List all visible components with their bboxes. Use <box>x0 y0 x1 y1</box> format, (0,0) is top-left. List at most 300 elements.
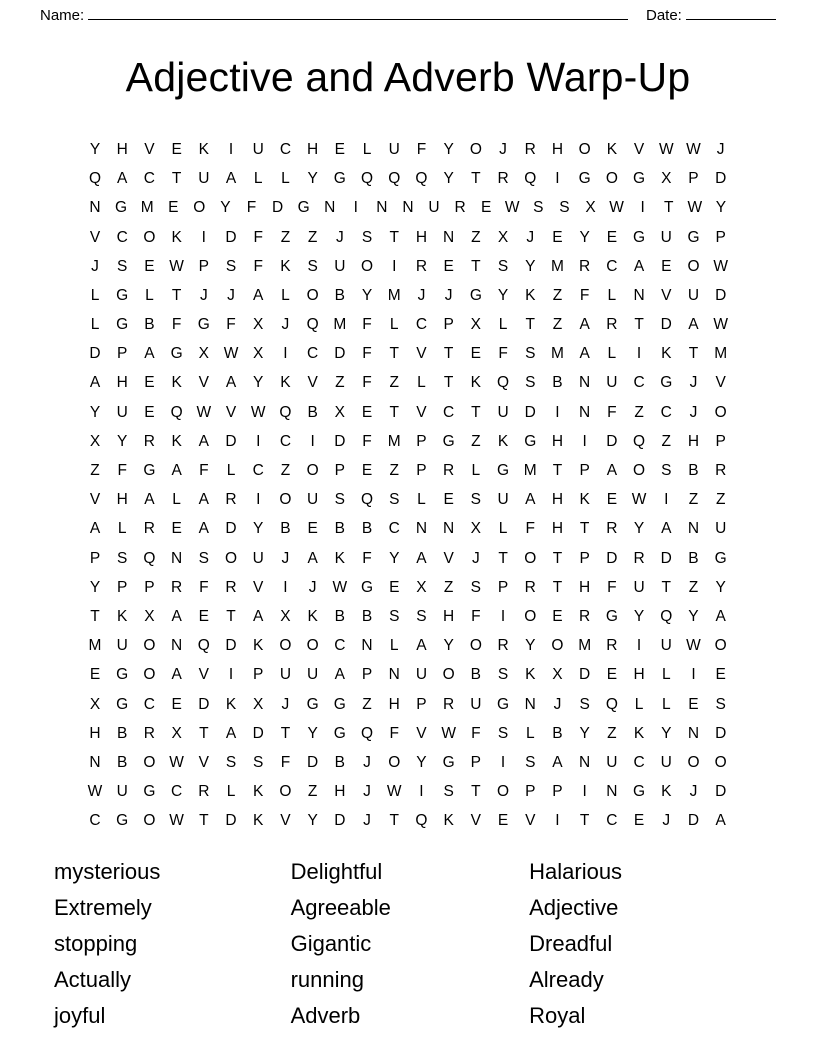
grid-cell[interactable]: M <box>333 316 347 334</box>
grid-cell[interactable]: C <box>443 403 455 421</box>
grid-cell[interactable]: A <box>579 316 590 334</box>
grid-cell[interactable]: A <box>171 607 182 625</box>
grid-cell[interactable]: G <box>469 286 482 304</box>
grid-cell[interactable]: F <box>199 462 209 480</box>
grid-cell[interactable]: D <box>606 432 618 450</box>
grid-cell[interactable]: U <box>388 140 400 158</box>
grid-cell[interactable]: F <box>362 374 372 392</box>
grid-cell[interactable]: E <box>443 491 454 509</box>
grid-cell[interactable]: O <box>306 637 319 655</box>
grid-cell[interactable]: I <box>636 637 642 655</box>
grid-cell[interactable]: N <box>388 666 400 684</box>
grid-cell[interactable]: F <box>525 520 535 538</box>
grid-cell[interactable]: J <box>499 140 507 158</box>
grid-cell[interactable]: X <box>198 345 209 363</box>
grid-cell[interactable]: B <box>117 753 128 771</box>
grid-cell[interactable]: J <box>363 812 371 830</box>
grid-cell[interactable]: E <box>361 403 373 421</box>
grid-cell[interactable]: Y <box>89 140 101 158</box>
grid-cell[interactable]: J <box>199 286 208 304</box>
grid-cell[interactable]: Y <box>117 432 128 450</box>
grid-cell[interactable]: J <box>417 286 426 304</box>
grid-cell[interactable]: Q <box>279 403 292 421</box>
grid-cell[interactable]: V <box>416 403 427 421</box>
grid-cell[interactable]: R <box>579 257 591 275</box>
grid-cell[interactable]: E <box>481 199 492 217</box>
grid-cell[interactable]: K <box>198 140 209 158</box>
grid-cell[interactable]: W <box>687 199 703 217</box>
grid-cell[interactable]: D <box>715 724 727 742</box>
grid-cell[interactable]: H <box>551 491 564 509</box>
grid-cell[interactable]: N <box>376 199 388 217</box>
grid-cell[interactable]: W <box>87 783 103 801</box>
grid-cell[interactable]: W <box>169 753 184 771</box>
grid-cell[interactable]: P <box>552 783 563 801</box>
grid-cell[interactable]: K <box>334 549 345 567</box>
grid-cell[interactable]: X <box>253 695 264 713</box>
grid-cell[interactable]: Y <box>416 753 427 771</box>
grid-cell[interactable]: R <box>143 724 155 742</box>
grid-cell[interactable]: P <box>715 228 726 246</box>
grid-cell[interactable]: Y <box>688 607 699 625</box>
grid-cell[interactable]: T <box>171 170 182 188</box>
grid-cell[interactable]: U <box>116 783 128 801</box>
grid-cell[interactable]: G <box>116 316 129 334</box>
grid-cell[interactable]: V <box>280 812 291 830</box>
grid-cell[interactable]: O <box>469 637 482 655</box>
grid-cell[interactable]: Q <box>361 491 374 509</box>
grid-cell[interactable]: U <box>660 637 672 655</box>
grid-cell[interactable]: U <box>687 286 700 304</box>
grid-cell[interactable]: S <box>525 374 536 392</box>
grid-cell[interactable]: N <box>524 695 536 713</box>
grid-cell[interactable]: B <box>307 403 318 421</box>
grid-cell[interactable]: Y <box>389 549 400 567</box>
grid-cell[interactable]: L <box>117 520 127 538</box>
grid-cell[interactable]: Z <box>607 724 617 742</box>
grid-cell[interactable]: D <box>225 637 237 655</box>
grid-cell[interactable]: S <box>533 199 544 217</box>
grid-cell[interactable]: U <box>415 666 428 684</box>
grid-cell[interactable]: L <box>253 170 263 188</box>
grid-cell[interactable]: D <box>687 812 700 830</box>
grid-cell[interactable]: O <box>497 783 510 801</box>
grid-cell[interactable]: Y <box>633 607 645 625</box>
grid-cell[interactable]: T <box>471 170 481 188</box>
grid-cell[interactable]: U <box>606 374 618 392</box>
grid-cell[interactable]: R <box>443 462 455 480</box>
grid-cell[interactable]: K <box>525 286 536 304</box>
grid-cell[interactable]: X <box>585 199 596 217</box>
grid-cell[interactable]: W <box>332 578 348 596</box>
grid-cell[interactable]: R <box>497 170 509 188</box>
grid-cell[interactable]: L <box>145 286 154 304</box>
grid-cell[interactable]: I <box>256 491 261 509</box>
grid-cell[interactable]: Y <box>307 170 318 188</box>
grid-cell[interactable]: S <box>525 753 536 771</box>
grid-cell[interactable]: Y <box>307 812 318 830</box>
grid-cell[interactable]: C <box>143 170 155 188</box>
grid-cell[interactable]: Z <box>552 316 563 334</box>
grid-cell[interactable]: K <box>171 228 182 246</box>
grid-cell[interactable]: C <box>633 374 645 392</box>
grid-cell[interactable]: H <box>687 432 700 450</box>
grid-cell[interactable]: Z <box>715 491 726 509</box>
grid-cell[interactable]: P <box>89 549 101 567</box>
grid-cell[interactable]: C <box>660 403 672 421</box>
grid-cell[interactable]: G <box>524 432 537 450</box>
grid-cell[interactable]: O <box>687 257 700 275</box>
grid-cell[interactable]: O <box>714 403 727 421</box>
grid-cell[interactable]: E <box>688 695 699 713</box>
grid-cell[interactable]: Q <box>605 695 618 713</box>
grid-cell[interactable]: O <box>388 753 401 771</box>
grid-cell[interactable]: U <box>497 403 509 421</box>
grid-cell[interactable]: A <box>606 462 618 480</box>
grid-cell[interactable]: H <box>116 140 128 158</box>
grid-cell[interactable]: T <box>199 724 209 742</box>
grid-cell[interactable]: F <box>246 199 257 217</box>
grid-cell[interactable]: M <box>387 432 401 450</box>
word-list-item[interactable]: Adverb <box>290 1002 361 1028</box>
grid-cell[interactable]: R <box>415 257 428 275</box>
grid-cell[interactable]: A <box>416 637 427 655</box>
grid-cell[interactable]: T <box>171 286 182 304</box>
grid-cell[interactable]: R <box>497 637 509 655</box>
grid-cell[interactable]: O <box>442 666 455 684</box>
grid-cell[interactable]: Z <box>362 695 372 713</box>
grid-cell[interactable]: E <box>334 140 345 158</box>
grid-cell[interactable]: N <box>402 199 414 217</box>
grid-cell[interactable]: A <box>198 491 209 509</box>
grid-cell[interactable]: U <box>470 695 482 713</box>
grid-cell[interactable]: W <box>386 783 402 801</box>
grid-cell[interactable]: P <box>579 462 590 480</box>
grid-cell[interactable]: I <box>555 812 560 830</box>
grid-cell[interactable]: K <box>253 637 264 655</box>
grid-cell[interactable]: H <box>334 783 346 801</box>
grid-cell[interactable]: H <box>388 695 400 713</box>
grid-cell[interactable]: B <box>552 374 563 392</box>
grid-cell[interactable]: E <box>144 403 155 421</box>
grid-cell[interactable]: O <box>524 549 537 567</box>
grid-cell[interactable]: A <box>633 257 645 275</box>
grid-cell[interactable]: B <box>470 666 482 684</box>
word-list-item[interactable]: stopping <box>54 930 138 956</box>
grid-cell[interactable]: Z <box>471 228 481 246</box>
grid-cell[interactable]: O <box>714 637 727 655</box>
grid-cell[interactable]: H <box>116 374 128 392</box>
grid-cell[interactable]: J <box>471 549 480 567</box>
grid-cell[interactable]: G <box>143 783 156 801</box>
grid-cell[interactable]: P <box>715 432 726 450</box>
word-list-item[interactable]: joyful <box>54 1002 106 1028</box>
grid-cell[interactable]: T <box>471 403 481 421</box>
grid-cell[interactable]: B <box>334 607 345 625</box>
grid-cell[interactable]: N <box>579 403 591 421</box>
grid-cell[interactable]: G <box>116 286 129 304</box>
grid-cell[interactable]: F <box>226 316 236 334</box>
grid-cell[interactable]: W <box>169 257 184 275</box>
grid-cell[interactable]: O <box>605 170 618 188</box>
grid-cell[interactable]: F <box>607 403 617 421</box>
grid-cell[interactable]: M <box>140 199 154 217</box>
grid-cell[interactable]: G <box>633 170 646 188</box>
grid-cell[interactable]: I <box>582 432 587 450</box>
grid-cell[interactable]: J <box>91 257 99 275</box>
grid-cell[interactable]: O <box>143 666 156 684</box>
grid-cell[interactable]: L <box>90 316 100 334</box>
grid-cell[interactable]: D <box>660 549 672 567</box>
grid-cell[interactable]: Q <box>143 549 156 567</box>
grid-cell[interactable]: C <box>116 228 128 246</box>
grid-cell[interactable]: H <box>307 140 319 158</box>
grid-cell[interactable]: J <box>526 228 535 246</box>
grid-cell[interactable]: K <box>470 374 482 392</box>
grid-cell[interactable]: A <box>225 170 237 188</box>
grid-cell[interactable]: Q <box>415 170 428 188</box>
grid-cell[interactable]: Y <box>443 140 454 158</box>
grid-cell[interactable]: Y <box>89 578 101 596</box>
grid-cell[interactable]: F <box>280 753 291 771</box>
grid-cell[interactable]: A <box>416 549 427 567</box>
grid-cell[interactable]: A <box>225 724 237 742</box>
grid-cell[interactable]: G <box>361 578 374 596</box>
grid-cell[interactable]: F <box>171 316 182 334</box>
grid-cell[interactable]: D <box>225 520 237 538</box>
grid-cell[interactable]: E <box>606 491 618 509</box>
grid-cell[interactable]: P <box>416 695 427 713</box>
grid-cell[interactable]: E <box>198 607 209 625</box>
grid-cell[interactable]: E <box>144 374 155 392</box>
grid-cell[interactable]: P <box>688 170 699 188</box>
grid-cell[interactable]: J <box>308 578 317 596</box>
word-list-item[interactable]: Adjective <box>529 894 619 920</box>
grid-cell[interactable]: X <box>552 666 563 684</box>
grid-cell[interactable]: Q <box>361 170 374 188</box>
grid-cell[interactable]: D <box>715 170 727 188</box>
grid-cell[interactable]: U <box>660 228 672 246</box>
grid-cell[interactable]: O <box>224 549 238 567</box>
grid-cell[interactable]: X <box>144 607 155 625</box>
grid-cell[interactable]: A <box>715 812 726 830</box>
grid-cell[interactable]: I <box>582 783 587 801</box>
grid-cell[interactable]: A <box>89 374 101 392</box>
word-list-item[interactable]: Dreadful <box>529 930 613 956</box>
grid-cell[interactable]: L <box>226 783 236 801</box>
grid-cell[interactable]: O <box>306 286 319 304</box>
grid-cell[interactable]: Q <box>388 170 401 188</box>
grid-cell[interactable]: P <box>443 316 454 334</box>
grid-cell[interactable]: Q <box>170 403 183 421</box>
grid-cell[interactable]: B <box>688 462 699 480</box>
grid-cell[interactable]: J <box>689 403 698 421</box>
grid-cell[interactable]: R <box>715 462 727 480</box>
grid-cell[interactable]: D <box>271 199 284 217</box>
grid-cell[interactable]: I <box>555 403 560 421</box>
grid-cell[interactable]: J <box>689 374 698 392</box>
grid-cell[interactable]: W <box>713 257 728 275</box>
grid-cell[interactable]: H <box>551 140 564 158</box>
grid-cell[interactable]: O <box>687 753 700 771</box>
grid-cell[interactable]: X <box>470 520 482 538</box>
grid-cell[interactable]: A <box>715 607 726 625</box>
grid-cell[interactable]: T <box>661 578 671 596</box>
grid-cell[interactable]: V <box>661 286 672 304</box>
grid-cell[interactable]: Z <box>307 228 318 246</box>
grid-cell[interactable]: L <box>498 520 508 538</box>
grid-cell[interactable]: R <box>143 432 155 450</box>
grid-cell[interactable]: O <box>279 637 292 655</box>
grid-cell[interactable]: D <box>660 316 672 334</box>
grid-cell[interactable]: K <box>225 695 237 713</box>
grid-cell[interactable]: N <box>415 520 428 538</box>
grid-cell[interactable]: G <box>660 374 673 392</box>
grid-cell[interactable]: B <box>552 724 563 742</box>
grid-cell[interactable]: G <box>333 724 346 742</box>
grid-cell[interactable]: M <box>550 257 564 275</box>
grid-cell[interactable]: I <box>392 257 397 275</box>
grid-cell[interactable]: K <box>606 140 618 158</box>
grid-cell[interactable]: D <box>606 549 618 567</box>
grid-cell[interactable]: R <box>606 316 618 334</box>
grid-cell[interactable]: W <box>196 403 212 421</box>
grid-cell[interactable]: A <box>171 666 182 684</box>
grid-cell[interactable]: V <box>470 812 482 830</box>
grid-cell[interactable]: L <box>498 316 508 334</box>
grid-cell[interactable]: T <box>634 316 644 334</box>
grid-cell[interactable]: O <box>578 140 591 158</box>
grid-cell[interactable]: Y <box>579 724 590 742</box>
grid-cell[interactable]: P <box>579 549 590 567</box>
word-list-item[interactable]: Gigantic <box>290 930 372 956</box>
grid-cell[interactable]: F <box>607 578 617 596</box>
grid-cell[interactable]: D <box>89 345 101 363</box>
grid-cell[interactable]: L <box>661 695 671 713</box>
grid-cell[interactable]: L <box>226 462 236 480</box>
grid-cell[interactable]: L <box>634 695 644 713</box>
grid-cell[interactable]: H <box>579 578 591 596</box>
grid-cell[interactable]: P <box>416 432 427 450</box>
word-list-item[interactable]: Royal <box>529 1002 586 1028</box>
grid-cell[interactable]: E <box>361 462 373 480</box>
grid-cell[interactable]: I <box>283 345 288 363</box>
grid-cell[interactable]: R <box>606 520 618 538</box>
grid-cell[interactable]: Y <box>220 199 231 217</box>
grid-cell[interactable]: O <box>714 753 727 771</box>
grid-cell[interactable]: F <box>253 228 263 246</box>
grid-cell[interactable]: V <box>144 140 155 158</box>
grid-cell[interactable]: U <box>606 753 618 771</box>
grid-cell[interactable]: E <box>661 257 672 275</box>
grid-cell[interactable]: N <box>89 199 101 217</box>
grid-cell[interactable]: H <box>633 666 645 684</box>
grid-cell[interactable]: L <box>90 286 100 304</box>
grid-cell[interactable]: Q <box>88 170 102 188</box>
grid-cell[interactable]: C <box>415 316 428 334</box>
grid-cell[interactable]: V <box>416 345 427 363</box>
grid-cell[interactable]: X <box>661 170 672 188</box>
grid-cell[interactable]: D <box>225 432 237 450</box>
grid-cell[interactable]: L <box>417 374 426 392</box>
grid-cell[interactable]: V <box>198 666 209 684</box>
grid-cell[interactable]: E <box>552 228 563 246</box>
grid-cell[interactable]: Q <box>197 637 210 655</box>
grid-cell[interactable]: I <box>500 753 506 771</box>
grid-cell[interactable]: W <box>504 199 520 217</box>
grid-cell[interactable]: N <box>171 549 183 567</box>
grid-cell[interactable]: S <box>470 491 482 509</box>
grid-cell[interactable]: G <box>116 695 129 713</box>
grid-cell[interactable]: Y <box>443 170 454 188</box>
grid-cell[interactable]: F <box>471 607 481 625</box>
grid-cell[interactable]: E <box>171 520 182 538</box>
grid-cell[interactable]: V <box>89 228 101 246</box>
grid-cell[interactable]: S <box>334 491 345 509</box>
grid-cell[interactable]: U <box>307 666 319 684</box>
grid-cell[interactable]: A <box>525 491 536 509</box>
grid-cell[interactable]: M <box>88 637 102 655</box>
grid-cell[interactable]: L <box>389 316 399 334</box>
grid-cell[interactable]: F <box>498 345 508 363</box>
grid-cell[interactable]: P <box>497 578 509 596</box>
grid-cell[interactable]: Z <box>389 462 399 480</box>
grid-cell[interactable]: Z <box>389 374 399 392</box>
grid-cell[interactable]: X <box>253 316 264 334</box>
grid-cell[interactable]: N <box>89 753 101 771</box>
grid-cell[interactable]: O <box>524 607 537 625</box>
grid-cell[interactable]: I <box>353 199 358 217</box>
grid-cell[interactable]: G <box>116 812 129 830</box>
grid-cell[interactable]: S <box>497 257 509 275</box>
grid-cell[interactable]: O <box>469 140 482 158</box>
grid-cell[interactable]: U <box>116 403 128 421</box>
grid-cell[interactable]: L <box>471 462 481 480</box>
grid-cell[interactable]: K <box>280 374 291 392</box>
grid-cell[interactable]: A <box>661 520 672 538</box>
grid-cell[interactable]: T <box>579 520 590 538</box>
grid-cell[interactable]: T <box>525 316 535 334</box>
grid-cell[interactable]: T <box>688 345 699 363</box>
grid-cell[interactable]: Y <box>715 199 727 217</box>
grid-cell[interactable]: A <box>89 520 101 538</box>
grid-cell[interactable]: O <box>306 462 319 480</box>
grid-cell[interactable]: S <box>443 783 454 801</box>
grid-cell[interactable]: B <box>334 520 345 538</box>
grid-cell[interactable]: Z <box>280 228 291 246</box>
grid-cell[interactable]: R <box>633 549 645 567</box>
grid-cell[interactable]: R <box>443 695 455 713</box>
grid-cell[interactable]: U <box>279 666 292 684</box>
grid-cell[interactable]: S <box>198 549 209 567</box>
grid-cell[interactable]: S <box>225 753 237 771</box>
grid-cell[interactable]: T <box>389 812 399 830</box>
grid-cell[interactable]: I <box>283 578 288 596</box>
grid-cell[interactable]: T <box>471 783 481 801</box>
date-input-line[interactable] <box>686 6 776 20</box>
grid-cell[interactable]: X <box>334 403 345 421</box>
grid-cell[interactable]: Z <box>552 286 563 304</box>
grid-cell[interactable]: D <box>252 724 264 742</box>
grid-cell[interactable]: I <box>228 666 234 684</box>
grid-cell[interactable]: A <box>253 286 264 304</box>
word-list-item[interactable]: Delightful <box>290 858 383 884</box>
grid-cell[interactable]: Q <box>361 724 374 742</box>
grid-cell[interactable]: S <box>389 607 400 625</box>
grid-cell[interactable]: G <box>306 695 319 713</box>
grid-cell[interactable]: I <box>664 491 669 509</box>
grid-cell[interactable]: T <box>552 462 563 480</box>
